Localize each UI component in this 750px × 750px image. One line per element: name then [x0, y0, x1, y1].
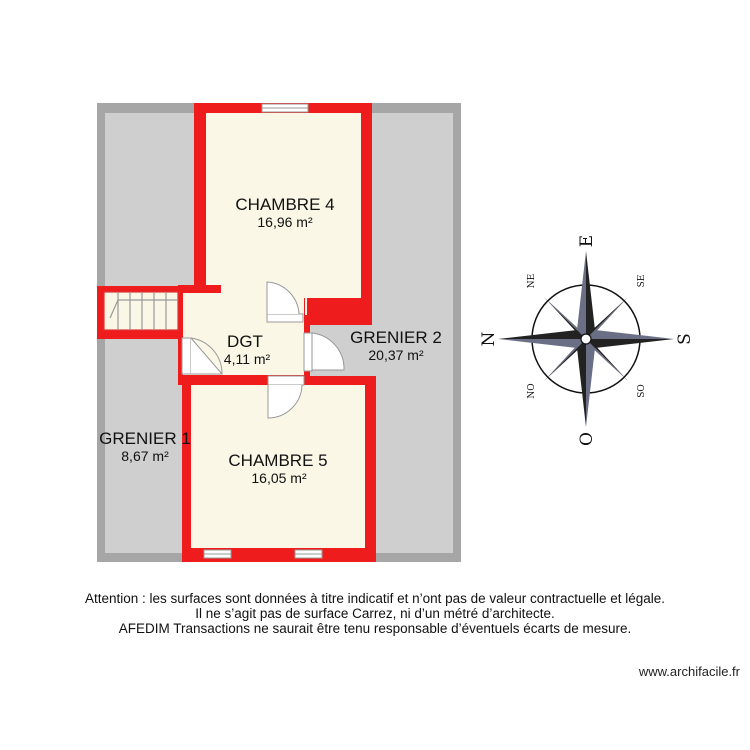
room-name-chambre-4: CHAMBRE 4 — [235, 195, 335, 214]
point-right — [586, 330, 674, 339]
compass-rose-icon — [479, 235, 695, 446]
room-name-chambre-5: CHAMBRE 5 — [228, 451, 328, 470]
watermark: www.archifacile.fr — [638, 664, 740, 679]
point-right-dark — [586, 339, 674, 348]
disclaimer — [0, 591, 750, 636]
door-grenier-2-opening — [304, 333, 312, 371]
stair-floor — [104, 292, 178, 330]
point-left-dark — [498, 330, 586, 339]
room-area-grenier-1: 8,67 m² — [121, 448, 169, 464]
room-name-grenier-1: GRENIER 1 — [99, 429, 191, 448]
disclaimer-line-1: Attention : les surfaces sont données à titre indicatif et n’ont pas de valeur contractuelle et légale. — [84, 591, 666, 606]
room-area-grenier-2: 20,37 m² — [368, 347, 424, 363]
point-bottom-dark — [577, 339, 586, 427]
point-left — [498, 339, 586, 348]
point-top — [577, 251, 586, 339]
room-area-chambre-5: 16,05 m² — [251, 470, 307, 486]
door-grenier-1-opening — [182, 338, 191, 374]
compass-center — [581, 334, 591, 344]
point-top-dark — [586, 251, 595, 339]
disclaimer-line-2: Il ne s’agit pas de surface Carrez, ni d’un métré d’architecte. — [195, 606, 555, 621]
room-area-chambre-4: 16,96 m² — [257, 214, 313, 230]
compass-letter-southeast: SE — [637, 274, 647, 288]
compass-letter-east: E — [577, 234, 597, 248]
compass-letter-west: O — [577, 432, 597, 446]
compass-letter-north: N — [479, 331, 499, 347]
door-chambre-4-opening — [267, 314, 303, 322]
compass-letter-northwest: NO — [527, 383, 537, 399]
room-name-grenier-2: GRENIER 2 — [350, 328, 442, 347]
door-chambre-5-opening — [268, 376, 304, 385]
room-area-dgt: 4,11 m² — [223, 351, 271, 367]
disclaimer-line-3: AFEDIM Transactions ne saurait être tenu responsable d’éventuels écarts de mesure. — [118, 621, 632, 636]
compass-letter-southwest: SO — [637, 384, 647, 398]
compass-letter-northeast: NE — [527, 273, 537, 289]
chimney — [307, 298, 334, 323]
room-name-dgt: DGT — [227, 332, 263, 351]
compass-letter-south: S — [675, 333, 695, 345]
point-bottom — [586, 339, 595, 427]
